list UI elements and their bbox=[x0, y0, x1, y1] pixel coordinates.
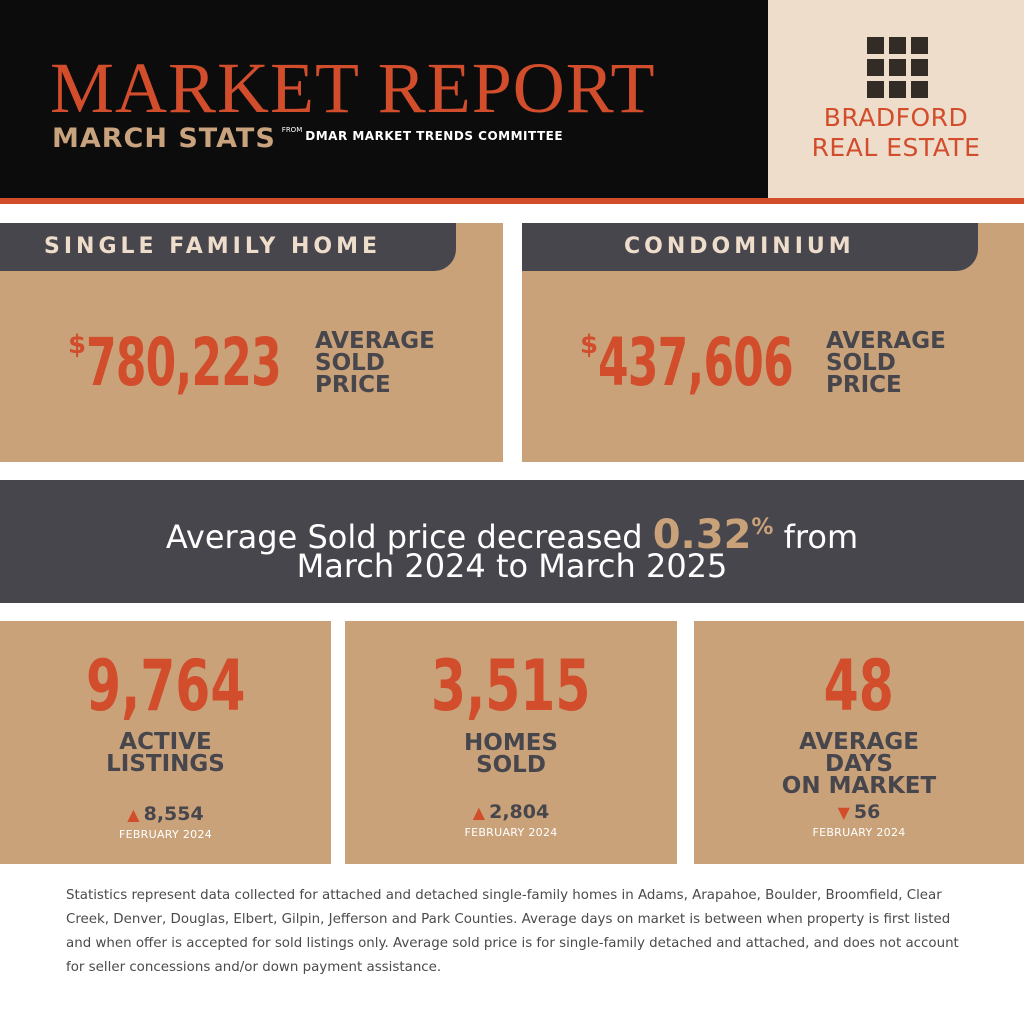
price-label: AVERAGE SOLD PRICE bbox=[315, 328, 435, 398]
page-title: MARKET REPORT bbox=[50, 48, 656, 128]
stat-value: 3,515 bbox=[431, 645, 591, 727]
price-label: AVERAGE SOLD PRICE bbox=[826, 328, 946, 398]
price-value: 780,223 bbox=[86, 324, 282, 401]
stat-label: ACTIVE LISTINGS bbox=[106, 729, 225, 777]
from-label: FROM bbox=[281, 126, 303, 134]
arrow-up-icon: ▲ bbox=[472, 803, 486, 822]
banner-line1: Average Sold price decreased 0.32% from bbox=[165, 512, 859, 558]
days-on-market-card bbox=[694, 621, 1024, 864]
previous-date: FEBRUARY 2024 bbox=[118, 828, 213, 841]
condo-card bbox=[522, 223, 1024, 462]
single-family-card bbox=[0, 223, 503, 462]
brand-name-line2: REAL ESTATE bbox=[811, 133, 981, 162]
price-value: 437,606 bbox=[598, 324, 794, 401]
source-label: DMAR MARKET TRENDS COMMITTEE bbox=[305, 129, 564, 143]
brand-name-line1: BRADFORD bbox=[823, 103, 969, 132]
banner-line2: March 2024 to March 2025 bbox=[296, 547, 728, 585]
stat-value: 9,764 bbox=[85, 645, 246, 727]
single-family-tab: SINGLE FAMILY HOME bbox=[0, 223, 456, 271]
condo-tab: CONDOMINIUM bbox=[522, 223, 978, 271]
previous-value: ▲ 8,554 bbox=[127, 803, 204, 825]
condo-price bbox=[580, 324, 862, 401]
active-listings-card bbox=[0, 621, 331, 864]
arrow-down-icon: ▼ bbox=[837, 803, 850, 822]
previous-value: ▼ 56 bbox=[837, 801, 881, 823]
arrow-up-icon: ▲ bbox=[127, 805, 140, 824]
grid-logo-icon bbox=[867, 37, 928, 98]
previous-date: FEBRUARY 2024 bbox=[812, 826, 906, 839]
stat-value: 48 bbox=[823, 645, 895, 727]
previous-value: ▲ 2,804 bbox=[472, 801, 550, 823]
stat-label: AVERAGE DAYS ON MARKET bbox=[781, 729, 937, 799]
single-family-price bbox=[68, 324, 350, 401]
disclaimer-text: Statistics represent data collected for attached and detached single-family homes in Adams, Arapahoe, Boulder, Broomfield, Clear Creek, Denver, Douglas, Elbert, Gilpin, Jefferson and Park Counties. Average days on market is between when property is first listed and when offer is accepted for sold listings only. Average sold price is for single-family detached and attached, and does not account for seller concessions and/or down payment assistance. bbox=[66, 888, 959, 975]
change-banner bbox=[0, 480, 1024, 603]
page-subtitle: MARCH STATS bbox=[52, 123, 276, 154]
header-divider bbox=[0, 198, 1024, 204]
stat-label: HOMES SOLD bbox=[464, 730, 558, 778]
percent-change: 0.32 bbox=[652, 512, 752, 558]
header-brand-panel bbox=[768, 0, 1024, 198]
previous-date: FEBRUARY 2024 bbox=[464, 826, 558, 839]
homes-sold-card bbox=[345, 621, 677, 864]
currency-symbol: $ bbox=[580, 330, 599, 360]
subtitle-row bbox=[52, 124, 563, 154]
currency-symbol: $ bbox=[68, 330, 87, 360]
